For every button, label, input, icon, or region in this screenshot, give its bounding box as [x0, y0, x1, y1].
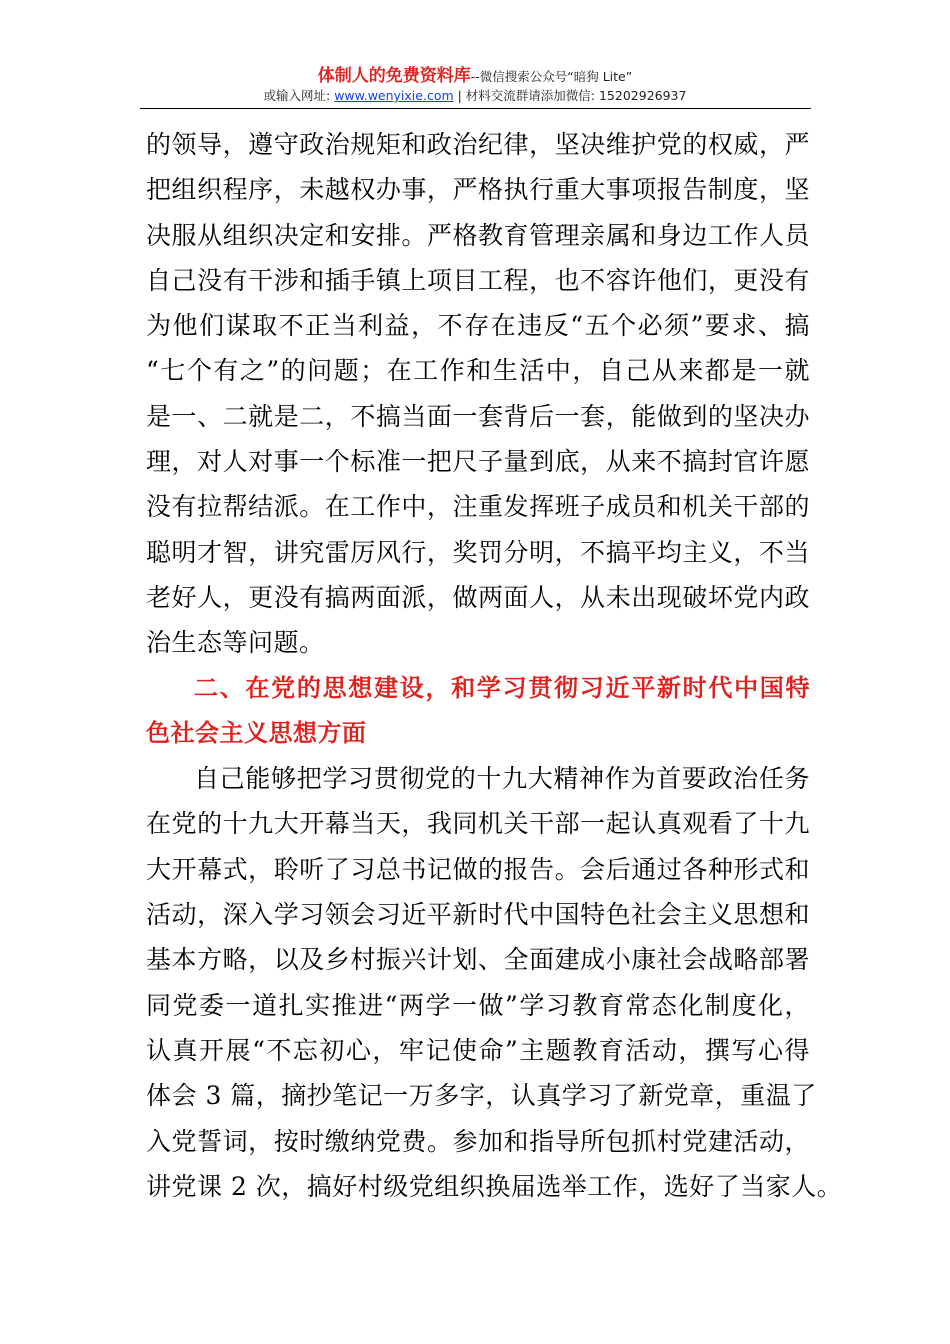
- paragraph-1: [146, 122, 810, 666]
- header-subtitle: --微信搜索公众号“暗狗 Lite”: [470, 69, 633, 84]
- text-line: 认真开展“不忘初心，牢记使命”主题教育活动，撰写心得: [146, 1035, 810, 1065]
- header-divider: [140, 108, 811, 109]
- text-line: 讲党课 2 次，搞好村级党组织换届选举工作，选好了当家人。: [146, 1171, 843, 1201]
- text-line: 为他们谋取不正当利益，不存在违反“五个必须”要求、搞: [146, 311, 810, 341]
- text-line: 活动，深入学习领会习近平新时代中国特色社会主义思想和: [146, 900, 810, 930]
- heading-line: 色社会主义思想方面: [146, 718, 367, 747]
- text-line: 没有拉帮结派。在工作中，注重发挥班子成员和机关干部的: [146, 492, 810, 522]
- page-header: [0, 66, 950, 105]
- heading-line: 二、在党的思想建设，和学习贯彻习近平新时代中国特: [194, 673, 810, 702]
- text-line: 聪明才智，讲究雷厉风行，奖罚分明，不搞平均主义，不当: [146, 537, 810, 567]
- text-line: 同党委一道扎实推进“两学一做”学习教育常态化制度化，: [146, 990, 810, 1020]
- header-website-link[interactable]: www.wenyixie.com: [334, 88, 454, 103]
- header-banner: [0, 66, 950, 86]
- text-line: 的领导，遵守政治规矩和政治纪律，坚决维护党的权威，严: [146, 130, 810, 159]
- document-body: [146, 122, 843, 1209]
- text-line: “七个有之”的问题；在工作和生活中，自己从来都是一就: [146, 356, 810, 386]
- header-contact: | 材料交流群请添加微信: 15202926937: [453, 88, 687, 103]
- text-line: 自己没有干涉和插手镇上项目工程，也不容许他们，更没有: [146, 265, 810, 295]
- text-line: 决服从组织决定和安排。严格教育管理亲属和身边工作人员: [146, 220, 810, 250]
- text-line: 体会 3 篇，摘抄笔记一万多字，认真学习了新党章，重温了: [146, 1081, 817, 1111]
- header-title: 体制人的免费资料库: [317, 66, 471, 86]
- text-line: 治生态等问题。: [146, 628, 325, 658]
- section-heading: [146, 666, 810, 757]
- text-line: 是一、二就是二，不搞当面一套背后一套，能做到的坚决办: [146, 401, 810, 431]
- text-line: 大开幕式，聆听了习总书记做的报告。会后通过各种形式和: [146, 854, 810, 884]
- text-line: 自己能够把学习贯彻党的十九大精神作为首要政治任务: [194, 764, 810, 794]
- paragraph-2: [146, 756, 843, 1209]
- text-line: 老好人，更没有搞两面派，做两面人，从未出现破坏党内政: [146, 582, 810, 612]
- header-contact-line: [0, 87, 950, 105]
- text-line: 基本方略，以及乡村振兴计划、全面建成小康社会战略部署: [146, 945, 810, 975]
- text-line: 入党誓词，按时缴纳党费。参加和指导所包抓村党建活动，: [146, 1126, 810, 1156]
- text-line: 理，对人对事一个标准一把尺子量到底，从来不搞封官许愿: [146, 447, 810, 477]
- text-line: 在党的十九大开幕当天，我同机关干部一起认真观看了十九: [146, 809, 810, 839]
- header-url-prefix: 或输入网址:: [263, 88, 335, 103]
- text-line: 把组织程序，未越权办事，严格执行重大事项报告制度，坚: [146, 175, 810, 205]
